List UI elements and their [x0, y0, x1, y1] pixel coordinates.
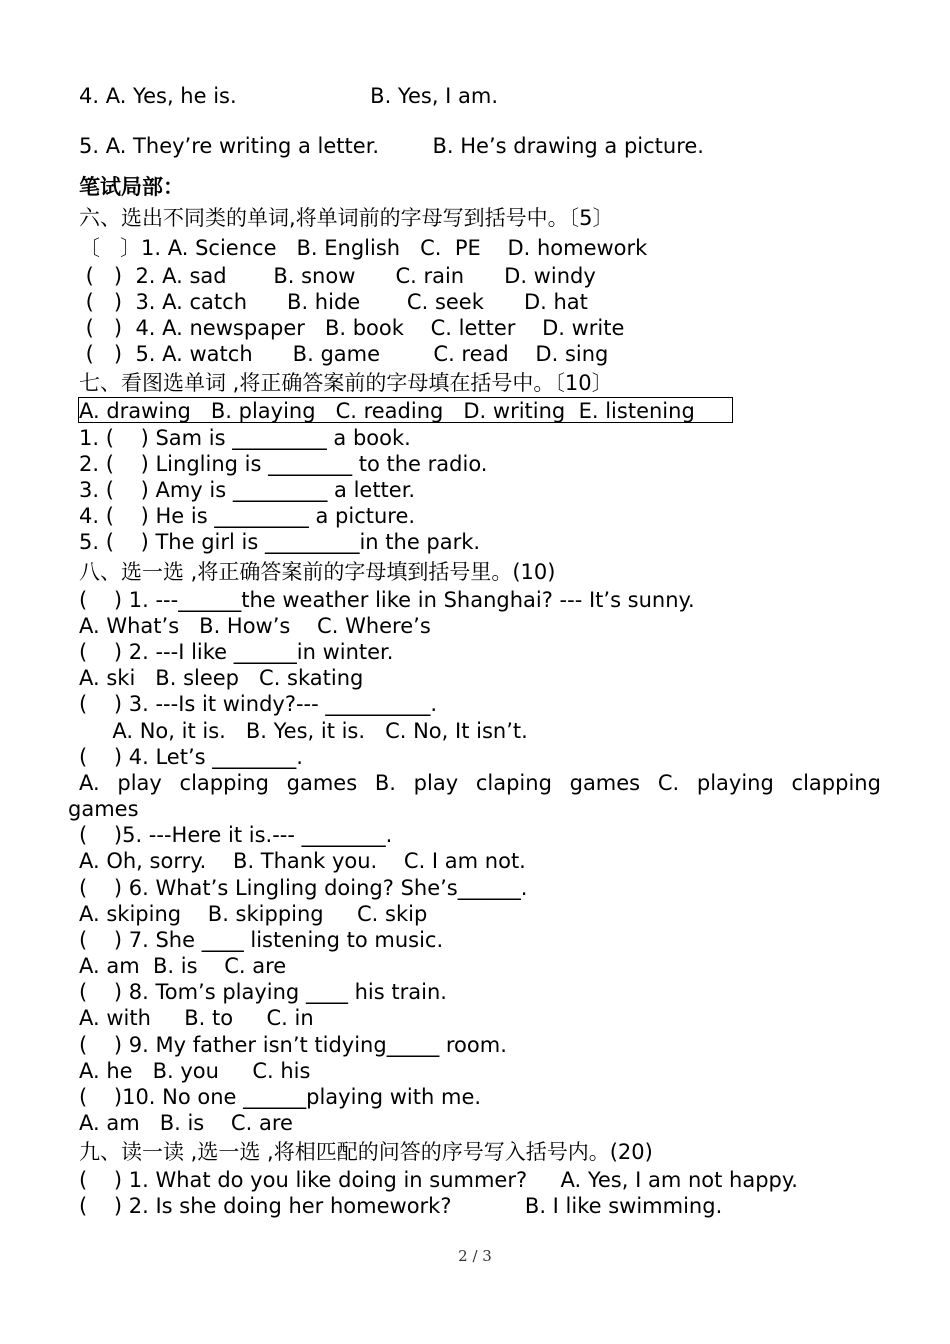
s8-line: ( ) 7. She ____ listening to music. [79, 928, 444, 952]
s8-line: A. am B. is C. are [79, 1111, 293, 1135]
listening-q5: 5. A. They’re writing a letter. B. He’s drawing a picture. [79, 134, 704, 158]
option-word: play [413, 771, 459, 795]
s8-line: ( ) 4. Let’s ________. [79, 745, 303, 769]
s9-line: ( ) 1. What do you like doing in summer? A. Yes, I am not happy. [79, 1168, 798, 1192]
s8-line: ( ) 3. ---Is it windy?--- __________. [79, 692, 438, 716]
s6-item: ( ) 4. A. newspaper B. book C. letter D. write [79, 316, 625, 340]
s8-q4-wrap: games [68, 797, 139, 821]
section-8-title: 八、选一选 ,将正确答案前的字母填到括号里。(10) [79, 560, 556, 584]
option-word: playing [696, 771, 774, 795]
s8-line: A. Oh, sorry. B. Thank you. C. I am not. [79, 849, 526, 873]
word-options: A. drawing B. playing C. reading D. writing E. listening [79, 399, 695, 423]
option-word: C. [657, 771, 680, 795]
option-word: games [286, 771, 358, 795]
s6-item: 〔 〕1. A. Science B. English C. PE D. homework [79, 236, 648, 260]
s8-line: A. am B. is C. are [79, 954, 287, 978]
s8-line: ( ) 6. What’s Lingling doing? She’s______. [79, 876, 528, 900]
s8-q4-options [79, 770, 881, 796]
s8-line: A. he B. you C. his [79, 1059, 311, 1083]
s8-line: ( ) 1. ---______the weather like in Shanghai? --- It’s sunny. [79, 588, 695, 612]
section-6-title: 六、选出不同类的单词,将单词前的字母写到括号中。〔5〕 [79, 206, 614, 230]
option-word: B. [374, 771, 396, 795]
page-number: 2 / 3 [458, 1247, 492, 1265]
option-word: play [117, 771, 162, 795]
option-word: A. [79, 771, 100, 795]
s8-line: ( ) 8. Tom’s playing ____ his train. [79, 980, 447, 1004]
section-9-title: 九、读一读 ,选一选 ,将相匹配的问答的序号写入括号内。(20) [79, 1140, 653, 1164]
s6-item: ( ) 5. A. watch B. game C. read D. sing [79, 342, 609, 366]
option-word: claping [475, 771, 552, 795]
option-word: clapping [791, 771, 881, 795]
s9-line: ( ) 2. Is she doing her homework? B. I like swimming. [79, 1194, 723, 1218]
s8-line: ( ) 2. ---I like ______in winter. [79, 640, 394, 664]
s6-item: ( ) 3. A. catch B. hide C. seek D. hat [79, 290, 588, 314]
s7-item: 5. ( ) The girl is _________in the park. [79, 530, 481, 554]
s7-item: 2. ( ) Lingling is ________ to the radio. [79, 452, 488, 476]
s8-line: A. What’s B. How’s C. Where’s [79, 614, 431, 638]
s8-line: ( ) 9. My father isn’t tidying_____ room. [79, 1033, 507, 1057]
s8-line: ( )5. ---Here it is.--- ________. [79, 823, 393, 847]
listening-q4: 4. A. Yes, he is. B. Yes, I am. [79, 84, 499, 108]
s8-line: A. No, it is. B. Yes, it is. C. No, It isn’t. [79, 719, 528, 743]
s8-line: A. skiping B. skipping C. skip [79, 902, 428, 926]
s8-line: A. ski B. sleep C. skating [79, 666, 364, 690]
section-7-title: 七、看图选单词 ,将正确答案前的字母填在括号中。〔10〕 [79, 371, 613, 395]
s6-item: ( ) 2. A. sad B. snow C. rain D. windy [79, 264, 596, 288]
option-word: clapping [179, 771, 269, 795]
s8-line: ( )10. No one ______playing with me. [79, 1085, 482, 1109]
option-word: games [569, 771, 641, 795]
written-section-header: 笔试局部： [79, 175, 184, 199]
s7-item: 3. ( ) Amy is _________ a letter. [79, 478, 416, 502]
s8-line: A. with B. to C. in [79, 1006, 314, 1030]
s7-item: 1. ( ) Sam is _________ a book. [79, 426, 411, 450]
s7-item: 4. ( ) He is _________ a picture. [79, 504, 416, 528]
